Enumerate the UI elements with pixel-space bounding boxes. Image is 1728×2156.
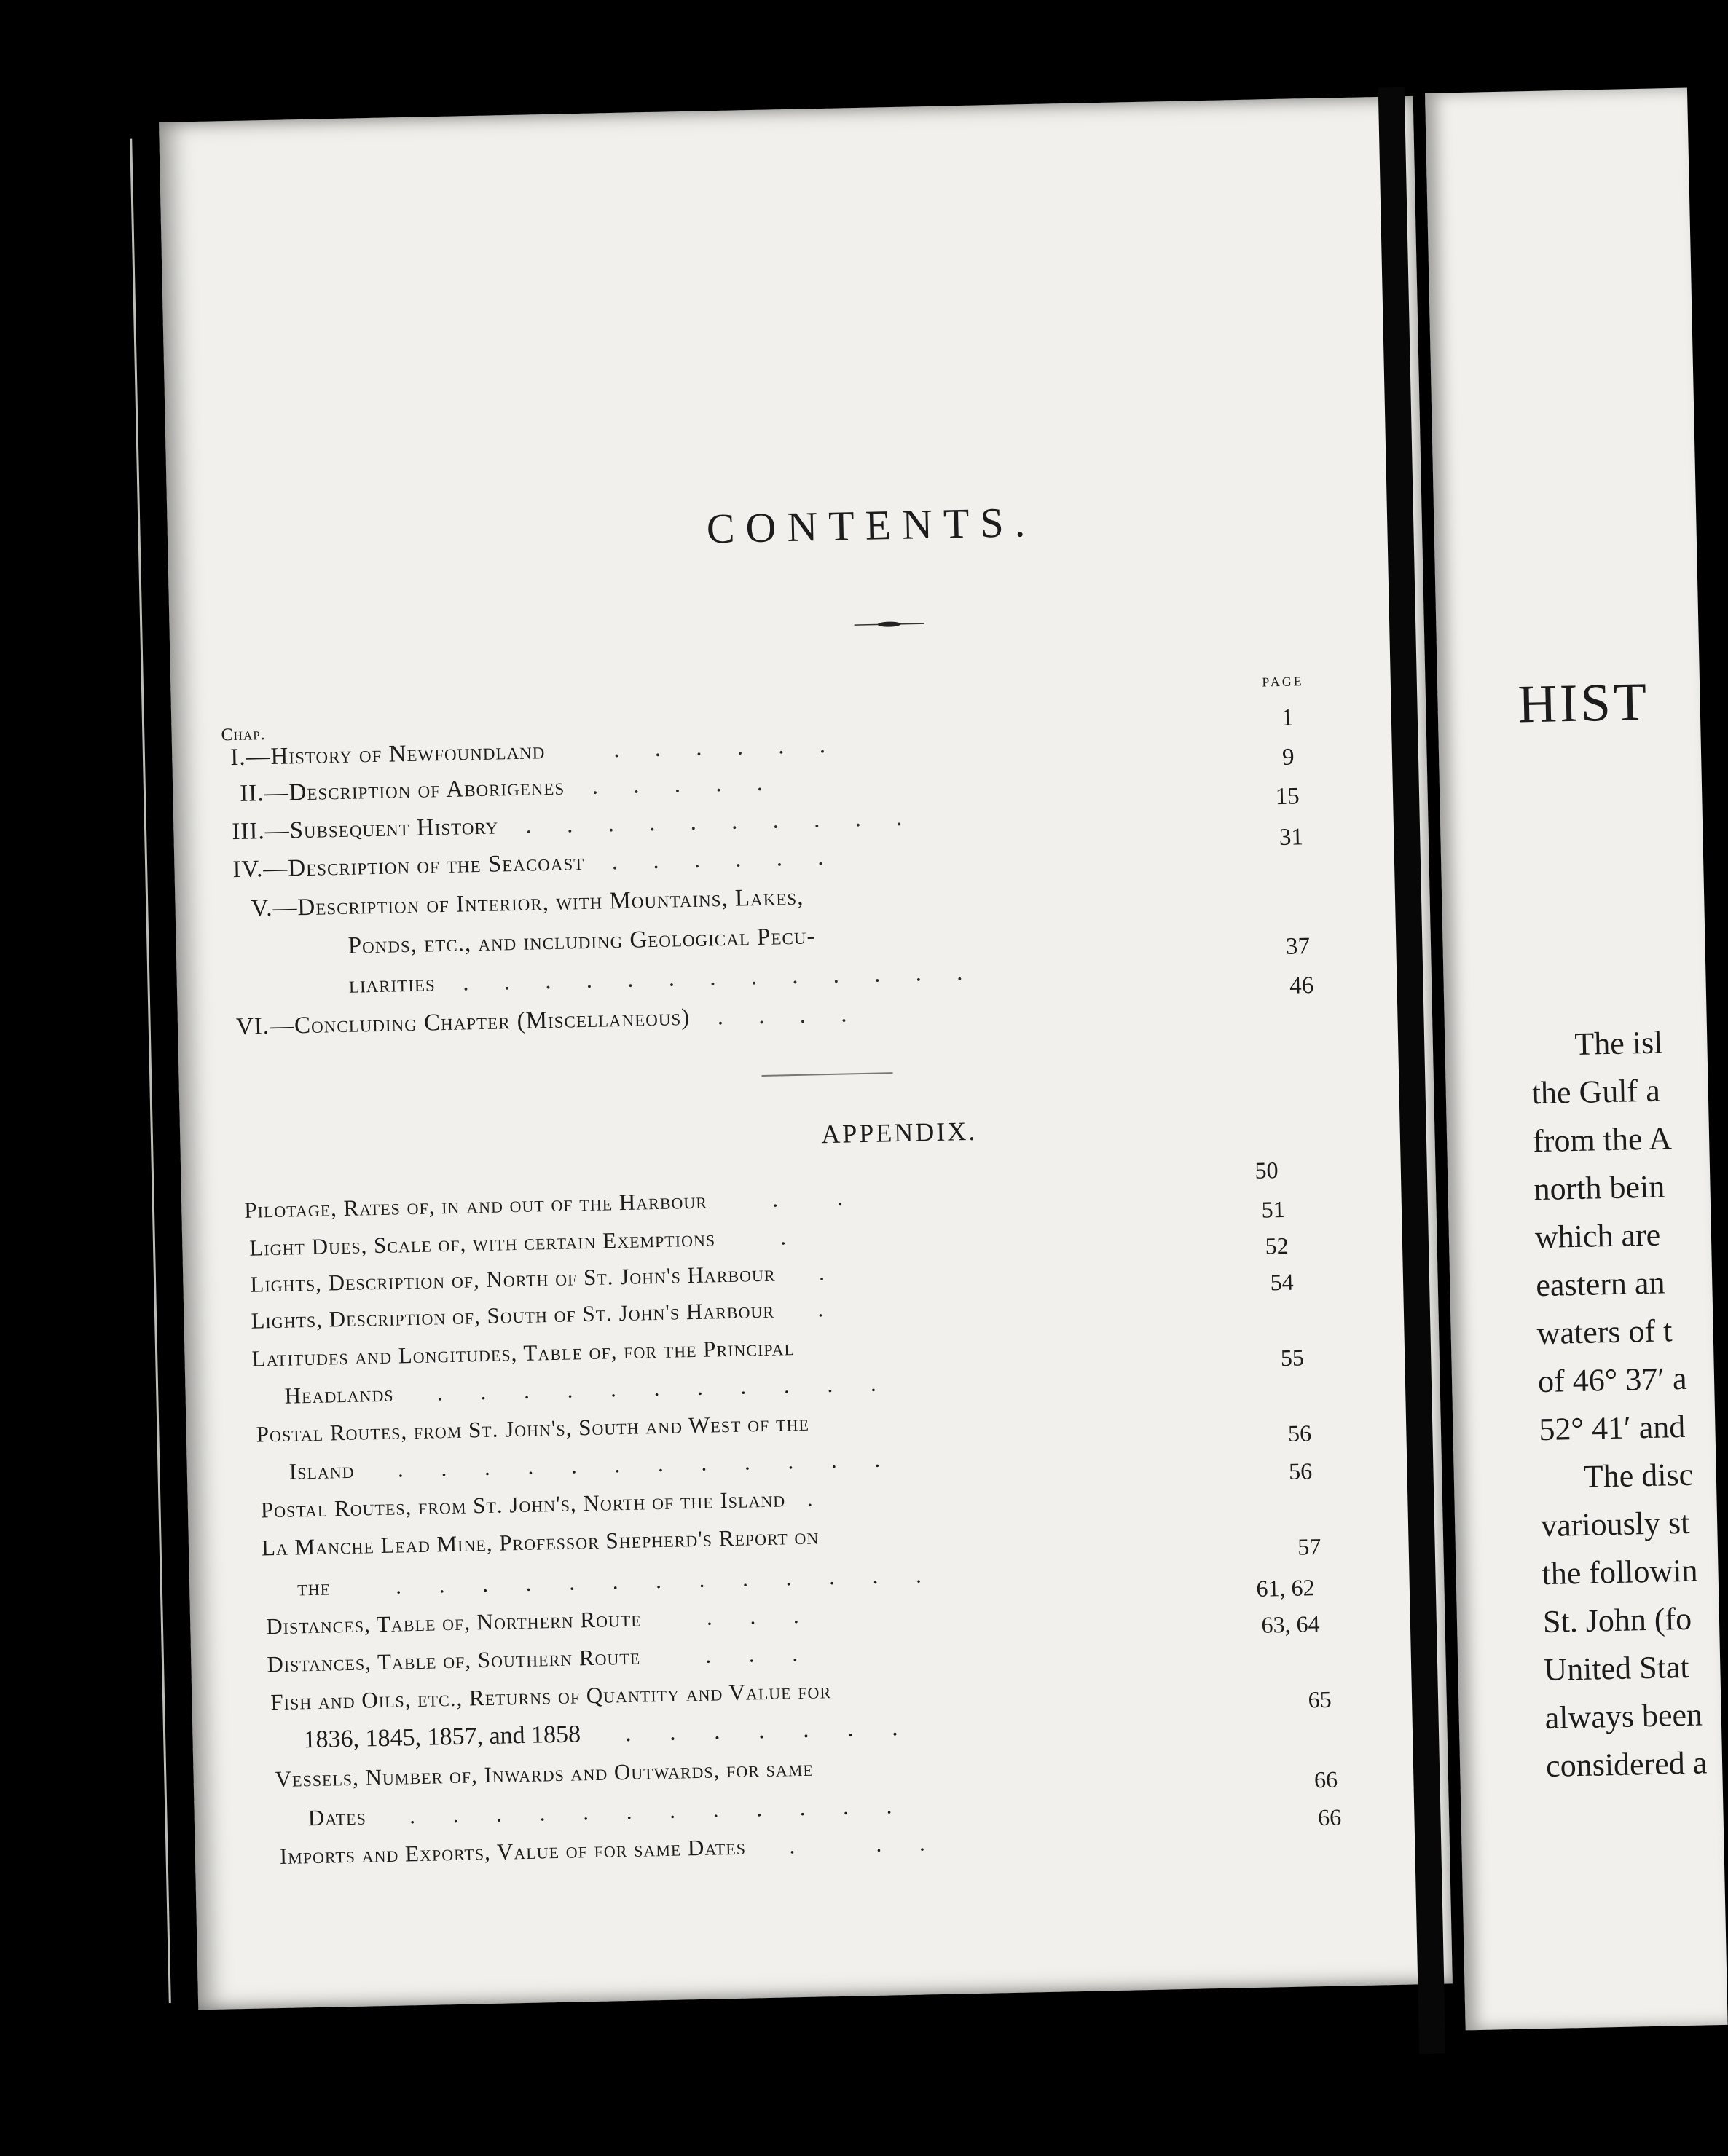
appendix-entry-cont: Island xyxy=(288,1457,355,1484)
leader-dots: . . . . . . . . . . . . . xyxy=(441,959,978,997)
appendix-entry: Distances, Table of, Northern Route xyxy=(265,1605,642,1640)
appendix-row-10: Distances, Table of, Southern Route . . . xyxy=(266,1640,814,1677)
appendix-row-9: Distances, Table of, Northern Route . . . xyxy=(265,1602,815,1640)
appendix-row-8-cont: the . . . . . . . . . . . . . xyxy=(296,1562,938,1601)
chapter-row-5 xyxy=(251,884,804,923)
body-line: the Gulf a xyxy=(1531,1072,1661,1112)
chapter-row-4 xyxy=(232,844,839,884)
chapter-title: —Description of Interior, with Mountains, Lakes, xyxy=(272,884,804,921)
appendix-row-12-cont: Dates . . . . . . . . . . . . xyxy=(307,1792,908,1831)
appendix-entry: Pilotage, Rates of, in and out of the Harbour xyxy=(243,1187,708,1223)
leader-dots: . . . . . . xyxy=(551,731,841,764)
appendix-page-13: 66 xyxy=(1317,1803,1342,1831)
body-line: north bein xyxy=(1533,1168,1665,1208)
body-line: The disc xyxy=(1583,1456,1694,1495)
appendix-row-6 xyxy=(256,1410,809,1448)
appendix-page-8: 57 xyxy=(1297,1533,1321,1560)
appendix-page-4: 54 xyxy=(1270,1268,1295,1296)
contents-title: CONTENTS. xyxy=(706,497,1037,553)
chapter-page-1: 1 xyxy=(1281,704,1294,731)
appendix-entry: Light Dues, Scale of, with certain Exemptions xyxy=(249,1225,716,1261)
chapter-row-1 xyxy=(230,732,840,772)
appendix-row-7: Postal Routes, from St. John's, North of the Island . xyxy=(260,1485,829,1523)
appendix-entry-cont: 1836, 1845, 1857, and 1858 xyxy=(303,1720,581,1754)
body-line: of 46° 37′ a xyxy=(1537,1360,1687,1400)
title-ornament xyxy=(855,621,924,628)
chapter-title: —Subsequent History xyxy=(264,813,499,845)
appendix-row-11-cont: 1836, 1845, 1857, and 1858 . . . . . . . xyxy=(303,1713,914,1754)
body-line: variously st xyxy=(1540,1504,1690,1544)
appendix-page-11: 65 xyxy=(1308,1685,1332,1713)
body-line: which are xyxy=(1534,1216,1661,1256)
appendix-row-13: Imports and Exports, Value of for same Dates . . . xyxy=(279,1830,941,1870)
chapter-number: II. xyxy=(239,780,264,807)
body-line: considered a xyxy=(1545,1744,1708,1785)
appendix-page-12: 66 xyxy=(1313,1766,1338,1793)
appendix-page-2: 51 xyxy=(1261,1195,1285,1223)
right-page xyxy=(1425,87,1728,2030)
appendix-page-6: 56 xyxy=(1287,1420,1312,1447)
appendix-page-9: 61, 62 xyxy=(1256,1574,1315,1602)
chapter-page-3: 15 xyxy=(1275,783,1300,811)
chap-label: Chap. xyxy=(221,725,266,745)
appendix-row-1: Pilotage, Rates of, in and out of the Harbour . . xyxy=(243,1184,860,1223)
chapter-row-2 xyxy=(240,769,777,807)
chapter-title: —Description of Aborigenes xyxy=(264,774,565,807)
chapter-page-5: 37 xyxy=(1285,933,1311,960)
chapter-title: —History of Newfoundland xyxy=(246,738,546,771)
body-line: from the A xyxy=(1532,1120,1673,1160)
body-line: United Stat xyxy=(1543,1648,1690,1688)
chapter-title: —Description of the Seacoast xyxy=(262,849,585,883)
appendix-row-5 xyxy=(251,1334,795,1372)
chapter-number: IV. xyxy=(232,856,264,884)
chapter-number: I. xyxy=(229,744,246,771)
appendix-row-2: Light Dues, Scale of, with certain Exemptions . xyxy=(249,1223,803,1261)
chapter-number: III. xyxy=(232,818,266,846)
appendix-entry: Latitudes and Longitudes, Table of, for the Principal xyxy=(251,1334,796,1372)
chapter-title-cont: liarities xyxy=(348,970,436,999)
body-line: The isl xyxy=(1574,1024,1663,1062)
chapter-page-2: 9 xyxy=(1281,744,1295,771)
appendix-row-8 xyxy=(262,1523,820,1561)
appendix-entry-cont: Headlands xyxy=(284,1380,394,1409)
appendix-row-6-cont: Island . . . . . . . . . . . . xyxy=(288,1446,897,1484)
chapter-number: V. xyxy=(251,894,273,922)
appendix-page-1: 50 xyxy=(1254,1157,1279,1184)
appendix-entry: Fish and Oils, etc., Returns of Quantity and Value for xyxy=(270,1677,832,1715)
appendix-page-5: 55 xyxy=(1280,1344,1305,1372)
appendix-entry: La Manche Lead Mine, Professor Shepherd's Report on xyxy=(261,1523,820,1561)
appendix-row-12 xyxy=(275,1755,814,1793)
appendix-page-10: 63, 64 xyxy=(1261,1610,1320,1638)
body-line: St. John (fo xyxy=(1542,1600,1692,1640)
page-column-label: PAGE xyxy=(1262,674,1304,690)
appendix-entry: Imports and Exports, Value of for same Dates xyxy=(279,1833,747,1870)
chapter-row-5-cont1: Ponds, etc., and including Geological Pecu- xyxy=(347,923,816,959)
appendix-row-4: Lights, Description of, South of St. John's Harbour . xyxy=(251,1295,840,1334)
appendix-page-3: 52 xyxy=(1265,1232,1289,1259)
chapter-title: —Concluding Chapter (Miscellaneous) xyxy=(269,1004,691,1040)
appendix-entry: Postal Routes, from St. John's, North of the Island xyxy=(260,1486,786,1523)
appendix-entry-cont: the xyxy=(296,1574,331,1601)
leader-dots: . . . . xyxy=(696,1001,862,1031)
appendix-entry: Distances, Table of, Southern Route xyxy=(266,1643,641,1677)
appendix-entry: Vessels, Number of, Inwards and Outwards, for same xyxy=(275,1755,814,1793)
chapter-number: VI. xyxy=(235,1013,270,1041)
leader-dots: . . . . . xyxy=(571,769,778,800)
appendix-row-11 xyxy=(270,1677,831,1715)
chapter-row-3 xyxy=(232,804,917,846)
body-line: waters of t xyxy=(1536,1313,1673,1352)
leader-dots: . . . . . . . . . . xyxy=(504,804,917,840)
chapter-page-4: 31 xyxy=(1279,824,1304,851)
chapter-page-6: 46 xyxy=(1289,972,1314,999)
appendix-entry-cont: Dates xyxy=(307,1803,367,1831)
leader-dots: . . . . . . xyxy=(591,843,839,876)
left-page xyxy=(159,96,1453,2010)
appendix-entry: Lights, Description of, North of St. John's Harbour xyxy=(250,1260,776,1297)
appendix-entry: Postal Routes, from St. John's, South and West of the xyxy=(256,1409,810,1447)
appendix-entry: Lights, Description of, South of St. John's Harbour xyxy=(251,1297,775,1334)
body-line: the followin xyxy=(1542,1552,1698,1592)
appendix-page-7: 56 xyxy=(1288,1457,1313,1484)
appendix-row-5-cont: Headlands . . . . . . . . . . . xyxy=(284,1370,893,1409)
right-page-heading: HIST xyxy=(1517,672,1650,735)
appendix-divider xyxy=(762,1072,893,1077)
appendix-title: APPENDIX. xyxy=(820,1116,978,1149)
chapter-row-6 xyxy=(236,1001,862,1041)
chapter-row-5-cont2 xyxy=(348,959,977,999)
body-line: always been xyxy=(1544,1696,1703,1736)
body-line: eastern an xyxy=(1535,1264,1665,1304)
appendix-row-3: Lights, Description of, North of St. John's Harbour . xyxy=(250,1259,841,1297)
body-line: 52° 41′ and xyxy=(1538,1408,1686,1448)
